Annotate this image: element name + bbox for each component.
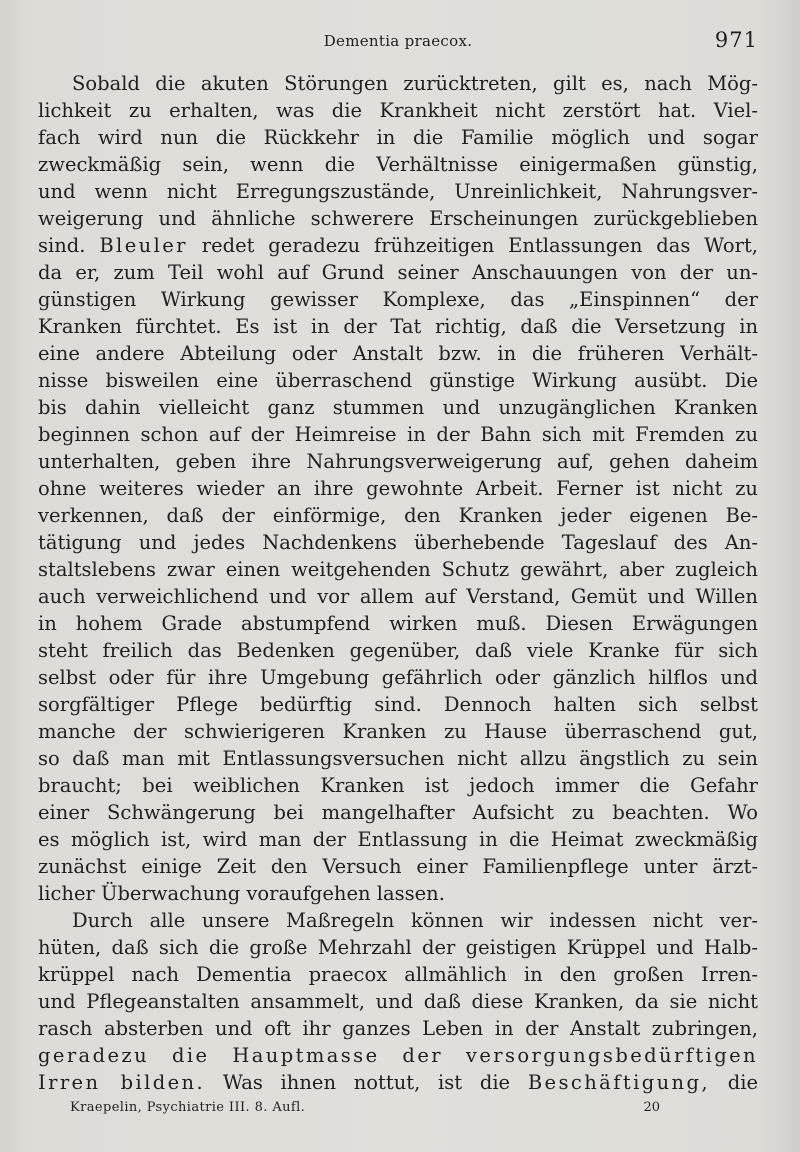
text-line-mixed (38, 1069, 758, 1096)
text-line: bis dahin vielleicht ganz stummen und unzugänglichen Kranken (38, 396, 758, 419)
text-line: hüten, daß sich die große Mehrzahl der geistigen Krüppel und Halb- (38, 936, 758, 959)
text-line: lichkeit zu erhalten, was die Krankheit nicht zerstört hat. Viel- (38, 99, 758, 122)
text-line: zweckmäßig sein, wenn die Verhältnisse einigermaßen günstig, (38, 153, 758, 176)
text-line: Sobald die akuten Störungen zurücktreten, gilt es, nach Mög- (72, 72, 758, 95)
text-line: fach wird nun die Rückkehr in die Familie möglich und sogar (38, 126, 758, 149)
text-fragment: Was ihnen nottut, ist die (222, 1071, 511, 1094)
spaced-fragment: Beschäftigung, (527, 1071, 710, 1094)
author-name-bleuler: Bleuler (99, 234, 188, 257)
text-line: günstigen Wirkung gewisser Komplexe, das „Einspinnen“ der (38, 288, 758, 311)
text-line-with-name (38, 232, 758, 259)
text-line: Durch alle unsere Maßregeln können wir indessen nicht ver- (72, 909, 758, 932)
text-line: steht freilich das Bedenken gegenüber, daß viele Kranke für sich (38, 639, 758, 662)
text-line: einer Schwängerung bei mangelhafter Aufsicht zu beachten. Wo (38, 801, 758, 824)
page-header (38, 28, 758, 58)
text-line-spaced: geradezu die Hauptmasse der versorgungsbedürftigen (38, 1044, 758, 1067)
text-line: eine andere Abteilung oder Anstalt bzw. in die früheren Verhält- (38, 342, 758, 365)
text-line: auch verweichlichend und vor allem auf Verstand, Gemüt und Willen (38, 585, 758, 608)
text-line: selbst oder für ihre Umgebung gefährlich oder gänzlich hilflos und (38, 666, 758, 689)
spaced-fragment: Irren bilden. (38, 1071, 206, 1094)
text-line: da er, zum Teil wohl auf Grund seiner Anschauungen von der un- (38, 261, 758, 284)
text-line: krüppel nach Dementia praecox allmählich in den großen Irren- (38, 963, 758, 986)
text-line: tätigung und jedes Nachdenkens überhebende Tageslauf des An- (38, 531, 758, 554)
text-line: zunächst einige Zeit den Versuch einer Familienpflege unter ärzt- (38, 855, 758, 878)
text-fragment: redet geradezu frühzeitigen Entlassungen das Wort, (201, 234, 758, 257)
text-line: staltslebens zwar einen weitgehenden Schutz gewährt, aber zugleich (38, 558, 758, 581)
text-line: in hohem Grade abstumpfend wirken muß. Diesen Erwägungen (38, 612, 758, 635)
text-line: verkennen, daß der einförmige, den Kranken jeder eigenen Be- (38, 504, 758, 527)
signature-mark: 20 (643, 1100, 660, 1115)
text-line: rasch absterben und oft ihr ganzes Leben in der Anstalt zubringen, (38, 1017, 758, 1040)
text-line: braucht; bei weiblichen Kranken ist jedoch immer die Gefahr (38, 774, 758, 797)
text-line: Kranken fürchtet. Es ist in der Tat richtig, daß die Versetzung in (38, 315, 758, 338)
text-fragment: sind. (38, 234, 86, 257)
text-line: so daß man mit Entlassungsversuchen nicht allzu ängstlich zu sein (38, 747, 758, 770)
running-head: Dementia praecox. (323, 32, 473, 50)
text-line: weigerung und ähnliche schwerere Erscheinungen zurückgeblieben (38, 207, 758, 230)
text-line: und Pflegeanstalten ansammelt, und daß diese Kranken, da sie nicht (38, 990, 758, 1013)
footer-citation: Kraepelin, Psychiatrie III. 8. Aufl. (70, 1100, 306, 1115)
text-line: unterhalten, geben ihre Nahrungsverweigerung auf, gehen daheim (38, 450, 758, 473)
text-line: und wenn nicht Erregungszustände, Unreinlichkeit, Nahrungsver- (38, 180, 758, 203)
text-line: beginnen schon auf der Heimreise in der Bahn sich mit Fremden zu (38, 423, 758, 446)
text-line: es möglich ist, wird man der Entlassung in die Heimat zweckmäßig (38, 828, 758, 851)
page-number: 971 (714, 28, 758, 52)
text-fragment: die (727, 1071, 758, 1094)
text-line: licher Überwachung voraufgehen lassen. (38, 882, 445, 905)
text-line: manche der schwierigeren Kranken zu Hause überraschend gut, (38, 720, 758, 743)
text-line: sorgfältiger Pflege bedürftig sind. Dennoch halten sich selbst (38, 693, 758, 716)
text-line: nisse bisweilen eine überraschend günstige Wirkung ausübt. Die (38, 369, 758, 392)
page-footer (70, 1100, 690, 1122)
body-text (38, 70, 758, 1096)
text-line: ohne weiteres wieder an ihre gewohnte Arbeit. Ferner ist nicht zu (38, 477, 758, 500)
